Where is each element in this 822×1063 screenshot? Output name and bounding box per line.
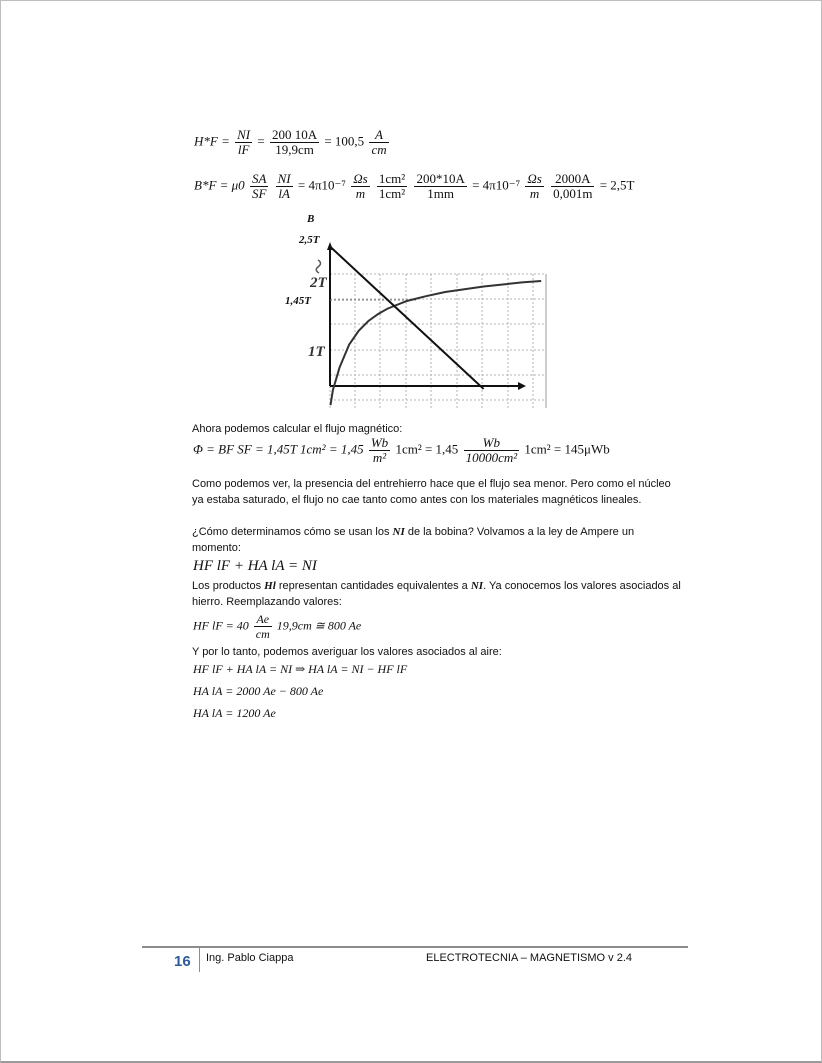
footer-course-title: ELECTROTECNIA – MAGNETISMO v 2.4 — [426, 952, 632, 964]
equation-hf: H*F = $\frac{NI}{lF}$ = $\frac{200 10A}{19,9cm}$ = 100,5 $\frac{A}{cm}$ — [194, 127, 387, 157]
label-2-5t: 2,5T — [299, 234, 320, 246]
saturation-paragraph: Como podemos ver, la presencia del entrehierro hace que el flujo sea menor. Pero como el núcleo ya estaba saturado, el flujo no cae tanto como antes con los materiales magnéticos lineales. — [192, 478, 671, 506]
b-axis-label: B — [307, 213, 315, 225]
equation-ampere-law: HF lF + HA lA = NI — [193, 558, 317, 574]
x-axis-arrow — [518, 382, 526, 390]
products-paragraph: Los productos Hl representan cantidades equivalentes a NI. Ya conocemos los valores asociados al hierro. Reemplazando valores: — [192, 580, 681, 608]
tick-label-2t: 2T — [310, 275, 327, 291]
equation-air-result: HA lA = 1200 Ae — [193, 706, 276, 720]
air-values-intro-text: Y por lo tanto, podemos averiguar los valores asociados al aire: — [192, 646, 502, 658]
tick-label-1t: 1T — [308, 344, 325, 360]
equation-flux: Φ = BF SF = 1,45T 1cm² = 1,45 $\frac{Wb}{\text{m²}}$ 1cm² = 1,45 $\frac{Wb}{\text{10000cm²}}$ 1cm² = 145μWb — [193, 435, 610, 465]
flux-intro-text: Ahora podemos calcular el flujo magnético: — [192, 423, 403, 435]
load-line — [330, 247, 484, 389]
footer-rule — [142, 946, 688, 948]
label-1-45t: 1,45T — [285, 295, 311, 307]
equation-air-substitution: HA lA = 2000 Ae − 800 Ae — [193, 684, 324, 698]
axis-scribble — [316, 260, 320, 273]
footer-separator — [199, 948, 200, 972]
equation-iron: HF lF = 40 $\frac{Ae}{cm}$ 19,9cm ≅ 800 Ae — [193, 612, 362, 641]
equation-bf: B*F = μ0 $\frac{SA}{SF}$ $\frac{NI}{lA}$ = 4π10⁻⁷ $\frac{\Omega s}{m}$ $\frac{\text{1cm²}}{\text{1cm²}}$ $\frac{200*10A}{1mm}$ = 4π10⁻⁷ $\frac{\Omega s}{m}$ $\frac{2000A}{0,001m}$ = 2,5T — [194, 171, 635, 201]
footer-author: Ing. Pablo Ciappa — [206, 952, 294, 964]
ampere-question-paragraph: ¿Cómo determinamos cómo se usan los NI de la bobina? Volvamos a la ley de Ampere un momento: — [192, 526, 635, 554]
page-number: 16 — [174, 953, 191, 970]
equation-air-derivation: HF lF + HA lA = NI ⇒ HA lA = NI − HF lF — [193, 662, 408, 676]
magnetization-chart — [300, 240, 560, 412]
